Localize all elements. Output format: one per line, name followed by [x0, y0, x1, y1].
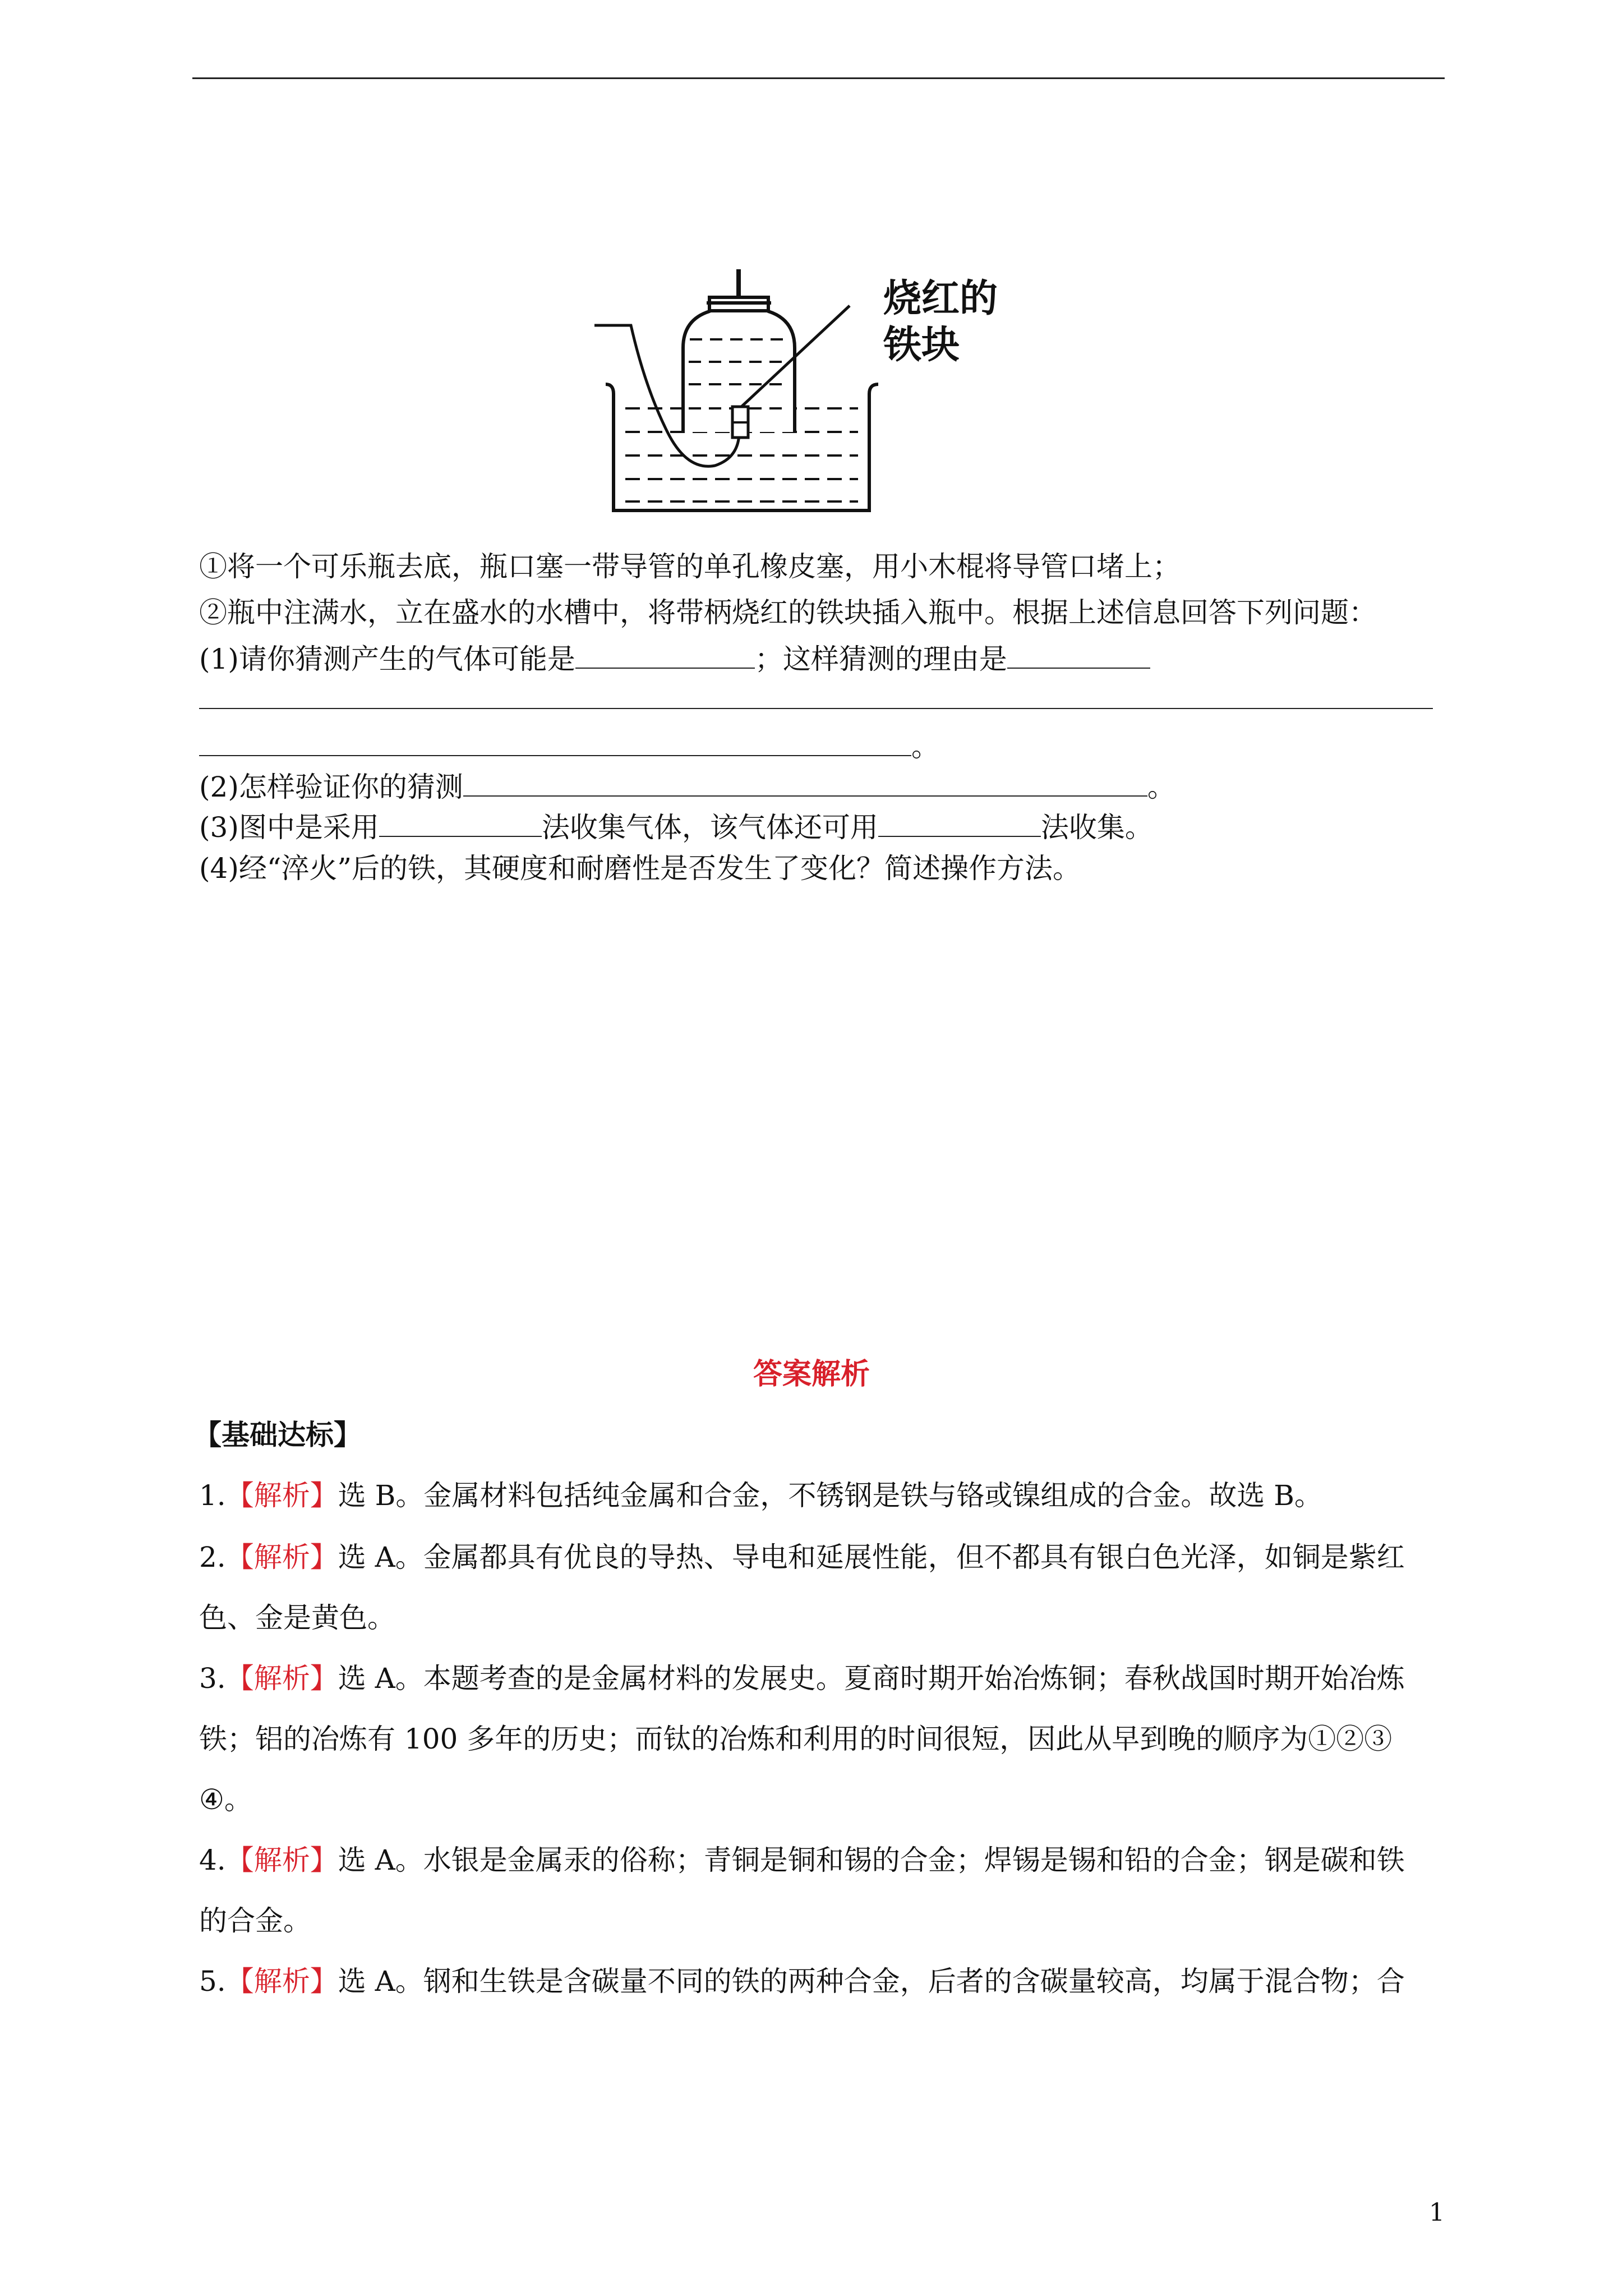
- q2-end: 。: [1147, 771, 1175, 803]
- q1-text-a: (1)请你猜测产生的气体可能是: [199, 643, 575, 675]
- answer-item-4-cont: 的合金。: [199, 1904, 311, 1937]
- q1-blank-reason-cont[interactable]: [199, 729, 911, 756]
- q3-text-b: 法收集气体，该气体还可用: [541, 811, 878, 844]
- q3-text-a: (3)图中是采用: [199, 811, 379, 844]
- page-number: 1: [1429, 2198, 1445, 2227]
- question-step-1: ①将一个可乐瓶去底，瓶口塞一带导管的单孔橡皮塞，用小木棍将导管口堵上；: [199, 550, 1181, 583]
- apparatus-diagram: [594, 264, 998, 539]
- answer-number: 2.: [199, 1541, 226, 1573]
- analysis-tag: 【解析】: [225, 1844, 338, 1876]
- answer-text: 选 A。本题考查的是金属材料的发展史。夏商时期开始冶炼铜；春秋战国时期开始冶炼: [338, 1662, 1405, 1695]
- q1-text-b: ；这样猜测的理由是: [754, 643, 1007, 675]
- answer-title: 答案解析: [753, 1357, 870, 1391]
- answer-item-3-cont-2: ④。: [199, 1783, 252, 1816]
- answer-text: 选 A。水银是金属汞的俗称；青铜是铜和锡的合金；焊锡是锡和铅的合金；钢是碳和铁: [338, 1844, 1405, 1876]
- q3-blank-1[interactable]: [379, 810, 542, 837]
- answer-number: 3.: [199, 1662, 226, 1695]
- answer-item-5: [199, 1964, 1405, 1998]
- question-4: (4)经“淬火”后的铁，其硬度和耐磨性是否发生了变化？简述操作方法。: [199, 852, 1081, 885]
- analysis-tag: 【解析】: [225, 1662, 338, 1695]
- q1-blank-gas[interactable]: [575, 642, 755, 669]
- question-3: [199, 810, 1153, 844]
- answer-text: 选 A。钢和生铁是含碳量不同的铁的两种合金，后者的含碳量较高，均属于混合物；合: [338, 1965, 1405, 1998]
- q2-blank[interactable]: [463, 770, 1147, 797]
- q1-end: 。: [911, 730, 939, 763]
- answer-item-4: [199, 1843, 1405, 1877]
- q3-blank-2[interactable]: [878, 810, 1041, 837]
- q1-answer-rule[interactable]: [199, 708, 1433, 709]
- q3-text-c: 法收集。: [1040, 811, 1153, 844]
- answer-text: 选 B。金属材料包括纯金属和合金，不锈钢是铁与铬或镍组成的合金。故选 B。: [338, 1479, 1322, 1512]
- answer-number: 1.: [199, 1479, 226, 1512]
- answer-item-3-cont-1: 铁；铝的冶炼有 100 多年的历史；而钛的冶炼和利用的时间很短，因此从早到晚的顺序为①②③: [199, 1723, 1393, 1755]
- answer-item-1: [199, 1479, 1322, 1512]
- analysis-tag: 【解析】: [225, 1479, 338, 1512]
- header-rule: [192, 77, 1445, 79]
- q1-blank-reason[interactable]: [1007, 642, 1150, 669]
- answer-item-2: [199, 1540, 1405, 1574]
- question-2: [199, 770, 1175, 804]
- answer-item-2-cont: 色、金是黄色。: [199, 1602, 395, 1634]
- analysis-tag: 【解析】: [225, 1965, 338, 1998]
- apparatus-figure: [594, 264, 998, 539]
- answer-number: 5.: [199, 1965, 226, 1998]
- answer-text: 选 A。金属都具有优良的导热、导电和延展性能，但不都具有银白色光泽，如铜是紫红: [338, 1541, 1405, 1573]
- section-title: 【基础达标】: [193, 1418, 362, 1451]
- figure-label-2: 铁块: [883, 323, 960, 367]
- answer-number: 4.: [199, 1844, 226, 1876]
- figure-label-1: 烧红的: [883, 277, 998, 321]
- answer-item-3: [199, 1662, 1405, 1695]
- question-1: [199, 642, 1150, 676]
- question-step-2: ②瓶中注满水，立在盛水的水槽中，将带柄烧红的铁块插入瓶中。根据上述信息回答下列问题：: [199, 596, 1377, 629]
- analysis-tag: 【解析】: [225, 1541, 338, 1573]
- q2-text: (2)怎样验证你的猜测: [199, 771, 463, 803]
- question-1-cont: [199, 729, 939, 763]
